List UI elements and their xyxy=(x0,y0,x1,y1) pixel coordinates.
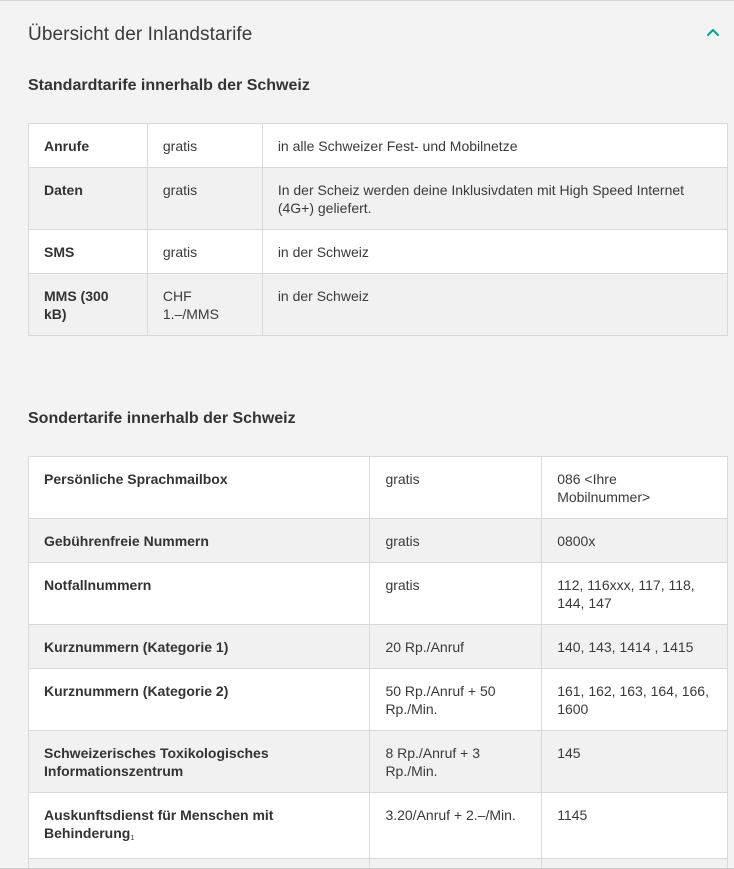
accordion-header[interactable] xyxy=(28,22,734,50)
service-cell-text: MMS (300 kB) xyxy=(44,288,109,322)
table-row xyxy=(29,274,728,336)
note-cell-text: In der Scheiz werden deine Inklusivdaten mit High Speed Internet (4G+) geliefert. xyxy=(277,182,685,216)
price-cell-text: 20 Rp./Anruf xyxy=(385,639,465,655)
number-cell xyxy=(542,793,728,859)
special-tariffs-table xyxy=(28,456,728,869)
price-cell-text: 50 Rp./Anruf + 50 Rp./Min. xyxy=(385,683,496,717)
price-cell-text: gratis xyxy=(385,577,420,593)
special-tariffs-heading: Sondertarife innerhalb der Schweiz xyxy=(28,410,296,427)
price-cell-text: CHF 1.–/MMS xyxy=(162,288,219,322)
service-cell-text: Kurznummern (Kategorie 1) xyxy=(44,639,229,655)
price-cell-text: gratis xyxy=(385,471,420,487)
number-cell-text: 086 <Ihre Mobilnummer> xyxy=(557,471,651,505)
service-cell-text: Kurznummern (Kategorie 2) xyxy=(44,683,229,699)
number-cell-text: 0800x xyxy=(557,533,596,549)
accordion-title: Übersicht der Inlandstarife xyxy=(28,24,253,45)
number-cell xyxy=(542,669,728,731)
service-cell-text: Persönliche Sprachmailbox xyxy=(44,471,228,487)
price-cell xyxy=(370,669,542,731)
price-cell xyxy=(370,625,542,669)
service-cell-text: Schweizerisches Toxikologisches Informationszentrum xyxy=(44,745,269,779)
service-cell-text: Notfallnummern xyxy=(44,577,152,593)
note-cell-text: in der Schweiz xyxy=(277,288,369,304)
service-cell xyxy=(29,519,370,563)
service-cell xyxy=(29,669,370,731)
price-cell xyxy=(147,168,262,230)
note-cell xyxy=(262,230,727,274)
price-cell xyxy=(147,124,262,168)
table-row xyxy=(29,625,728,669)
number-cell-text: 145 xyxy=(557,745,581,761)
price-cell xyxy=(147,230,262,274)
number-cell-text: 1145 xyxy=(557,807,588,823)
table-row xyxy=(29,793,728,859)
price-cell xyxy=(370,859,542,869)
service-cell xyxy=(29,793,370,859)
table-row xyxy=(29,124,728,168)
service-cell xyxy=(29,168,148,230)
number-cell xyxy=(542,519,728,563)
price-cell xyxy=(370,457,542,519)
standard-tariffs-table xyxy=(28,123,728,336)
service-cell-text: Anrufe xyxy=(44,138,90,154)
service-cell xyxy=(29,274,148,336)
note-cell xyxy=(262,168,727,230)
table-row xyxy=(29,230,728,274)
service-cell xyxy=(29,124,148,168)
number-cell xyxy=(542,457,728,519)
number-cell xyxy=(542,625,728,669)
service-cell xyxy=(29,230,148,274)
number-cell xyxy=(542,563,728,625)
service-cell-text: Gebührenfreie Nummern xyxy=(44,533,209,549)
price-cell xyxy=(370,793,542,859)
service-cell-text: Daten xyxy=(44,182,83,198)
price-cell xyxy=(370,731,542,793)
price-cell xyxy=(370,519,542,563)
chevron-up-icon[interactable] xyxy=(704,24,722,42)
price-cell-text: gratis xyxy=(162,138,198,154)
standard-tariffs-heading: Standardtarife innerhalb der Schweiz xyxy=(28,77,310,94)
price-cell-text: 8 Rp./Anruf + 3 Rp./Min. xyxy=(385,745,480,779)
price-cell xyxy=(370,563,542,625)
note-cell xyxy=(262,124,727,168)
price-cell-text: 3.20/Anruf + 2.–/Min. xyxy=(385,807,516,823)
footnote-marker: 1 xyxy=(130,835,135,842)
note-cell xyxy=(262,274,727,336)
service-cell xyxy=(29,625,370,669)
table-row xyxy=(29,731,728,793)
table-row xyxy=(29,168,728,230)
service-cell xyxy=(29,859,370,869)
service-cell xyxy=(29,731,370,793)
service-cell-text: Auskunftsdienst für Menschen mit Behinderung xyxy=(44,807,274,841)
number-cell xyxy=(542,859,728,869)
number-cell-text: 161, 162, 163, 164, 166, 1600 xyxy=(557,683,709,717)
note-cell-text: in alle Schweizer Fest- und Mobilnetze xyxy=(277,138,518,154)
price-cell-text: gratis xyxy=(162,244,198,260)
price-cell xyxy=(147,274,262,336)
service-cell xyxy=(29,563,370,625)
table-row xyxy=(29,519,728,563)
table-row xyxy=(29,563,728,625)
price-cell-text: gratis xyxy=(162,182,198,198)
number-cell xyxy=(542,731,728,793)
service-cell xyxy=(29,457,370,519)
service-cell-text: SMS xyxy=(44,244,75,260)
table-row xyxy=(29,859,728,869)
number-cell-text: 140, 143, 1414 , 1415 xyxy=(557,639,694,655)
number-cell-text: 112, 116xxx, 117, 118, 144, 147 xyxy=(557,577,695,611)
price-cell-text: gratis xyxy=(385,533,420,549)
table-row xyxy=(29,457,728,519)
note-cell-text: in der Schweiz xyxy=(277,244,369,260)
table-row xyxy=(29,669,728,731)
